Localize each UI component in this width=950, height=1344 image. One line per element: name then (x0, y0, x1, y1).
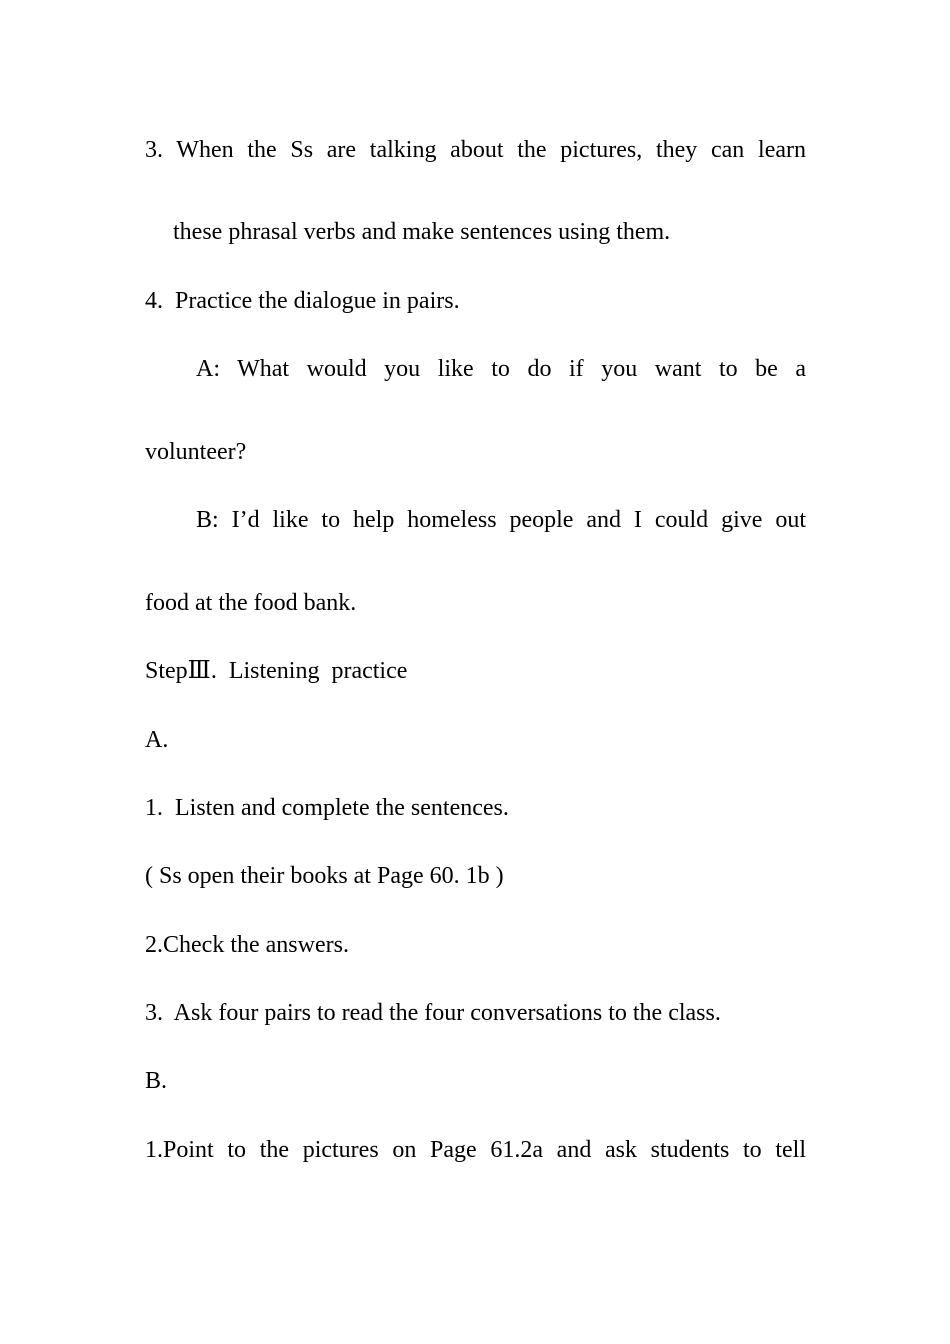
list-item: 2.Check the answers. (145, 932, 349, 958)
paragraph-line: these phrasal verbs and make sentences using them. (173, 219, 671, 245)
subsection-heading: A. (145, 727, 169, 753)
dialogue-line: volunteer? (145, 439, 247, 465)
section-heading: StepⅢ. Listening practice (145, 658, 408, 684)
list-item: 1.Point to the pictures on Page 61.2a and ask students to tell (145, 1137, 806, 1163)
list-item: 4. Practice the dialogue in pairs. (145, 288, 460, 314)
dialogue-line: food at the food bank. (145, 590, 357, 616)
paragraph-line: 3. When the Ss are talking about the pictures, they can learn (145, 137, 806, 163)
subsection-heading: B. (145, 1068, 168, 1094)
list-item: 3. Ask four pairs to read the four conversations to the class. (145, 1000, 721, 1026)
list-item: ( Ss open their books at Page 60. 1b ) (145, 863, 504, 889)
dialogue-line: A: What would you like to do if you want to be a (196, 356, 806, 382)
list-item: 1. Listen and complete the sentences. (145, 795, 509, 821)
dialogue-line: B: I’d like to help homeless people and I could give out (196, 507, 806, 533)
